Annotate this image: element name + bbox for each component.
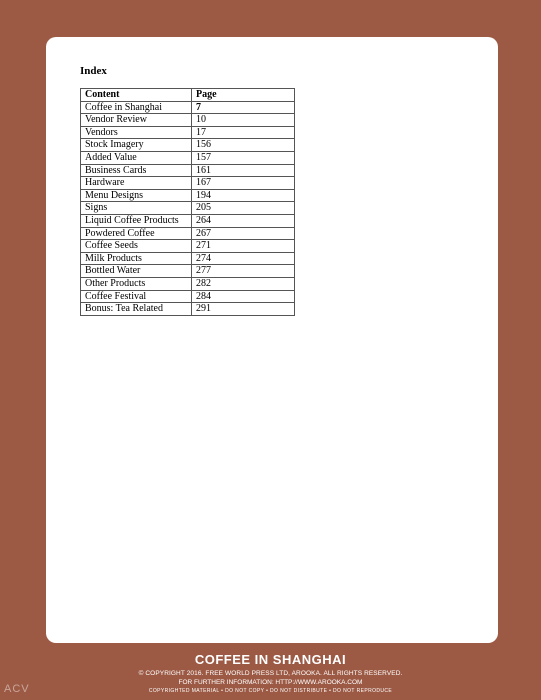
row-content: Stock Imagery [81,139,192,152]
row-content: Liquid Coffee Products [81,214,192,227]
watermark: ACV [4,683,30,695]
row-page: 167 [192,177,295,190]
row-content: Other Products [81,277,192,290]
row-page: 205 [192,202,295,215]
table-row [81,290,295,303]
row-content: Vendor Review [81,114,192,127]
table-header-row [81,89,295,102]
row-page: 274 [192,252,295,265]
table-row [81,189,295,202]
row-page: 194 [192,189,295,202]
row-content: Vendors [81,126,192,139]
table-row [81,202,295,215]
row-page: 10 [192,114,295,127]
table-row [81,126,295,139]
column-header-content: Content [81,89,192,102]
row-page: 291 [192,303,295,316]
row-content: Hardware [81,177,192,190]
table-row [81,139,295,152]
row-page: 157 [192,151,295,164]
row-page: 17 [192,126,295,139]
row-page: 264 [192,214,295,227]
row-page: 156 [192,139,295,152]
table-row [81,277,295,290]
table-row [81,164,295,177]
footer-title: COFFEE IN SHANGHAI [194,652,347,667]
row-content: Milk Products [81,252,192,265]
table-row [81,151,295,164]
table-row [81,265,295,278]
table-row [81,214,295,227]
row-content: Coffee Festival [81,290,192,303]
row-content: Signs [81,202,192,215]
table-row [81,227,295,240]
table-row [81,240,295,253]
row-content: Coffee in Shanghai [81,101,192,114]
footer-copyright: © COPYRIGHT 2016. FREE WORLD PRESS LTD, AROOKA. ALL RIGHTS RESERVED. [138,670,403,677]
row-page: 161 [192,164,295,177]
row-page: 267 [192,227,295,240]
table-row [81,252,295,265]
index-table [80,88,295,316]
document-page [46,37,498,643]
row-content: Coffee Seeds [81,240,192,253]
page-heading: Index [80,65,107,77]
row-content: Menu Designs [81,189,192,202]
footer-warning: COPYRIGHTED MATERIAL • DO NOT COPY • DO NOT DISTRIBUTE • DO NOT REPRODUCE [148,688,393,694]
row-page: 284 [192,290,295,303]
table-row [81,101,295,114]
row-content: Business Cards [81,164,192,177]
column-header-page: Page [192,89,295,102]
table-row [81,114,295,127]
row-content: Added Value [81,151,192,164]
table-row [81,303,295,316]
row-page: 282 [192,277,295,290]
row-content: Bottled Water [81,265,192,278]
table-row [81,177,295,190]
row-page: 7 [192,101,295,114]
footer-info: FOR FURTHER INFORMATION: HTTP://WWW.AROOKA.COM [178,679,363,686]
row-content: Bonus: Tea Related [81,303,192,316]
row-page: 277 [192,265,295,278]
row-content: Powdered Coffee [81,227,192,240]
row-page: 271 [192,240,295,253]
